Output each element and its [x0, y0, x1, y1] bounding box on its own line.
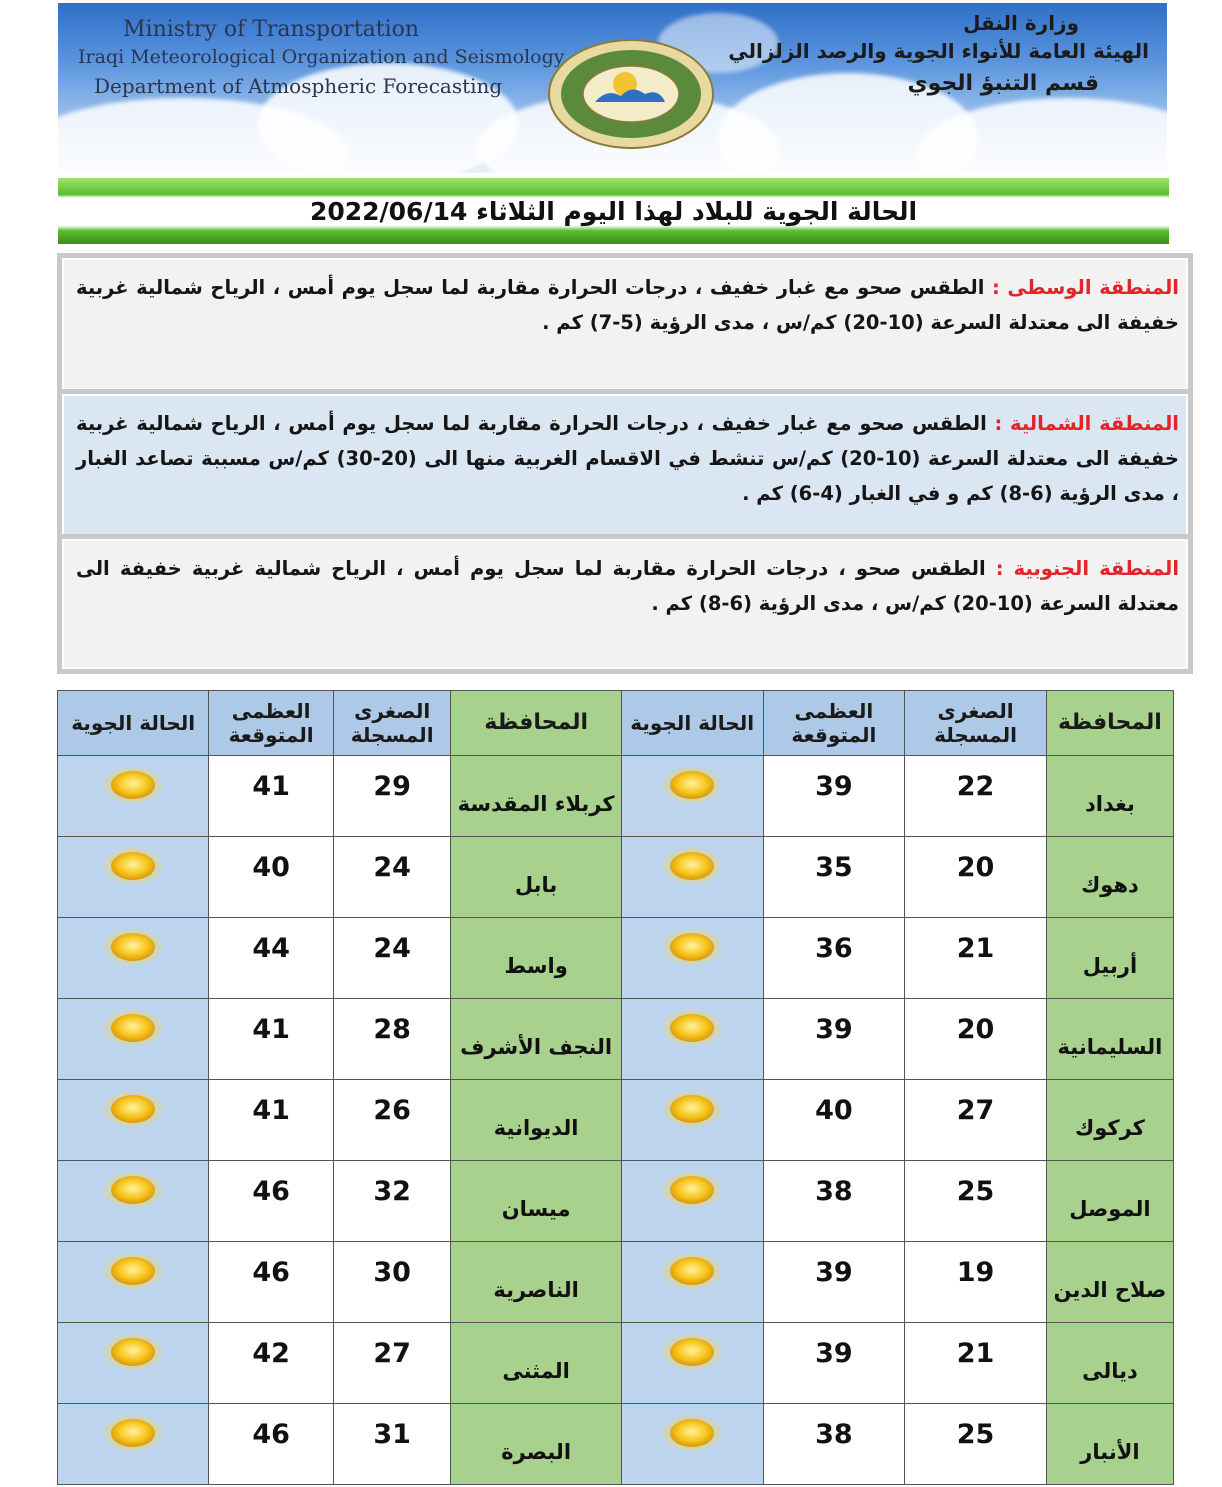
department-name-en: Department of Atmospheric Forecasting: [94, 74, 503, 98]
header-condition: الحالة الجوية: [621, 691, 763, 756]
min-temp: 21: [905, 918, 1047, 999]
weather-condition: [621, 756, 763, 837]
governorate-name: كربلاء المقدسة: [451, 756, 621, 837]
sun-icon: [662, 847, 722, 885]
max-temp: 46: [209, 1242, 333, 1323]
region-central: [57, 253, 1193, 395]
min-temp: 25: [905, 1404, 1047, 1485]
governorate-name: الناصرية: [451, 1242, 621, 1323]
weather-condition: [621, 999, 763, 1080]
min-temp: 32: [333, 1161, 451, 1242]
governorate-name: كركوك: [1046, 1080, 1173, 1161]
sun-icon: [103, 1009, 163, 1047]
governorate-name: السليمانية: [1046, 999, 1173, 1080]
ministry-name-ar: وزارة النقل: [963, 11, 1079, 35]
weather-condition: [621, 1080, 763, 1161]
header-min-recorded: الصغرى المسجلة: [333, 691, 451, 756]
max-temp: 46: [209, 1404, 333, 1485]
min-temp: 21: [905, 1323, 1047, 1404]
weather-condition: [621, 1242, 763, 1323]
min-temp: 20: [905, 837, 1047, 918]
sun-icon: [103, 1252, 163, 1290]
organization-name-en: Iraqi Meteorological Organization and Seismology: [78, 46, 565, 68]
table-row: [58, 999, 1174, 1080]
min-temp: 20: [905, 999, 1047, 1080]
max-temp: 42: [209, 1323, 333, 1404]
min-temp: 25: [905, 1161, 1047, 1242]
governorate-name: أربيل: [1046, 918, 1173, 999]
table-row: [58, 837, 1174, 918]
table-row: [58, 1323, 1174, 1404]
sun-icon: [662, 1090, 722, 1128]
weather-condition: [621, 837, 763, 918]
max-temp: 35: [763, 837, 905, 918]
max-temp: 39: [763, 756, 905, 837]
max-temp: 46: [209, 1161, 333, 1242]
region-central-text: الطقس صحو مع غبار خفيف ، درجات الحرارة مقاربة لما سجل يوم أمس ، الرياح شمالية غربية خفيفة الى معتدلة السرعة (10-20) كم/س ، مدى الرؤية (5-7) كم .: [76, 276, 1179, 334]
header-max-expected: العظمى المتوقعة: [763, 691, 905, 756]
governorate-name: المثنى: [451, 1323, 621, 1404]
page-title: الحالة الجوية للبلاد لهذا اليوم الثلاثاء 2022/06/14: [309, 196, 918, 226]
governorate-name: بغداد: [1046, 756, 1173, 837]
weather-condition: [58, 1242, 209, 1323]
header-min-recorded: الصغرى المسجلة: [905, 691, 1047, 756]
header-condition: الحالة الجوية: [58, 691, 209, 756]
weather-condition: [58, 837, 209, 918]
sun-icon: [103, 928, 163, 966]
organization-logo: [547, 38, 715, 150]
organization-name-ar: الهيئة العامة للأنواء الجوية والرصد الزلزالي: [728, 39, 1149, 63]
weather-condition: [58, 1323, 209, 1404]
weather-condition: [621, 1161, 763, 1242]
weather-condition: [58, 1161, 209, 1242]
region-northern: [57, 389, 1193, 541]
min-temp: 27: [905, 1080, 1047, 1161]
min-temp: 27: [333, 1323, 451, 1404]
table-row: [58, 1161, 1174, 1242]
governorate-name: البصرة: [451, 1404, 621, 1485]
min-temp: 29: [333, 756, 451, 837]
sun-icon: [103, 1333, 163, 1371]
header-governorate: المحافظة: [451, 691, 621, 756]
min-temp: 26: [333, 1080, 451, 1161]
sun-icon: [662, 928, 722, 966]
governorate-name: صلاح الدين: [1046, 1242, 1173, 1323]
table-row: [58, 1404, 1174, 1485]
max-temp: 38: [763, 1161, 905, 1242]
sun-icon: [662, 1252, 722, 1290]
max-temp: 36: [763, 918, 905, 999]
table-header-row: [58, 691, 1174, 756]
min-temp: 22: [905, 756, 1047, 837]
sun-icon: [103, 847, 163, 885]
table-row: [58, 756, 1174, 837]
max-temp: 41: [209, 999, 333, 1080]
sun-icon: [103, 1414, 163, 1452]
max-temp: 39: [763, 1242, 905, 1323]
weather-condition: [58, 918, 209, 999]
sun-icon: [103, 1171, 163, 1209]
max-temp: 40: [209, 837, 333, 918]
weather-condition: [621, 1323, 763, 1404]
governorate-name: الأنبار: [1046, 1404, 1173, 1485]
max-temp: 40: [763, 1080, 905, 1161]
region-central-label: المنطقة الوسطى :: [992, 276, 1179, 299]
weather-condition: [58, 999, 209, 1080]
max-temp: 39: [763, 1323, 905, 1404]
department-name-ar: قسم التنبؤ الجوي: [907, 71, 1099, 96]
governorate-name: دهوك: [1046, 837, 1173, 918]
max-temp: 41: [209, 1080, 333, 1161]
table-row: [58, 1242, 1174, 1323]
governorate-name: الموصل: [1046, 1161, 1173, 1242]
header-max-expected: العظمى المتوقعة: [209, 691, 333, 756]
min-temp: 19: [905, 1242, 1047, 1323]
sun-icon: [662, 766, 722, 804]
sun-icon: [662, 1414, 722, 1452]
governorate-name: النجف الأشرف: [451, 999, 621, 1080]
weather-condition: [58, 1404, 209, 1485]
min-temp: 28: [333, 999, 451, 1080]
sun-icon: [662, 1009, 722, 1047]
weather-condition: [58, 756, 209, 837]
ministry-name-en: Ministry of Transportation: [123, 17, 420, 42]
weather-condition: [58, 1080, 209, 1161]
sun-icon: [103, 766, 163, 804]
max-temp: 44: [209, 918, 333, 999]
region-northern-label: المنطقة الشمالية :: [994, 412, 1179, 435]
governorate-name: ديالى: [1046, 1323, 1173, 1404]
table-row: [58, 1080, 1174, 1161]
region-southern-text: الطقس صحو ، درجات الحرارة مقاربة لما سجل يوم أمس ، الرياح شمالية غربية خفيفة الى معتدلة السرعة (10-20) كم/س ، مدى الرؤية (6-8) كم .: [76, 557, 1179, 615]
governorate-name: ميسان: [451, 1161, 621, 1242]
header-banner: [58, 3, 1167, 173]
max-temp: 41: [209, 756, 333, 837]
max-temp: 39: [763, 999, 905, 1080]
sun-icon: [662, 1171, 722, 1209]
region-northern-text: الطقس صحو مع غبار خفيف ، درجات الحرارة مقاربة لما سجل يوم أمس ، الرياح شمالية غربية خفيفة الى معتدلة السرعة (10-20) كم/س تنشط في الاقسام الغربية منها الى (20-30) كم/س مسببة تصاعد الغبار ، مدى الرؤية (6-8) كم و في الغبار (4-6) كم .: [76, 412, 1179, 505]
governorate-name: بابل: [451, 837, 621, 918]
min-temp: 24: [333, 918, 451, 999]
header-governorate: المحافظة: [1046, 691, 1173, 756]
english-header: [78, 17, 565, 98]
sun-icon: [103, 1090, 163, 1128]
min-temp: 30: [333, 1242, 451, 1323]
title-bar: [58, 178, 1169, 244]
table-row: [58, 918, 1174, 999]
arabic-header: [728, 11, 1149, 96]
min-temp: 31: [333, 1404, 451, 1485]
weather-condition: [621, 1404, 763, 1485]
min-temp: 24: [333, 837, 451, 918]
sun-icon: [662, 1333, 722, 1371]
weather-condition: [621, 918, 763, 999]
governorate-name: الديوانية: [451, 1080, 621, 1161]
forecast-table: [57, 690, 1174, 1485]
governorate-name: واسط: [451, 918, 621, 999]
region-southern-label: المنطقة الجنوبية :: [995, 557, 1180, 580]
region-southern: [57, 534, 1193, 674]
max-temp: 38: [763, 1404, 905, 1485]
